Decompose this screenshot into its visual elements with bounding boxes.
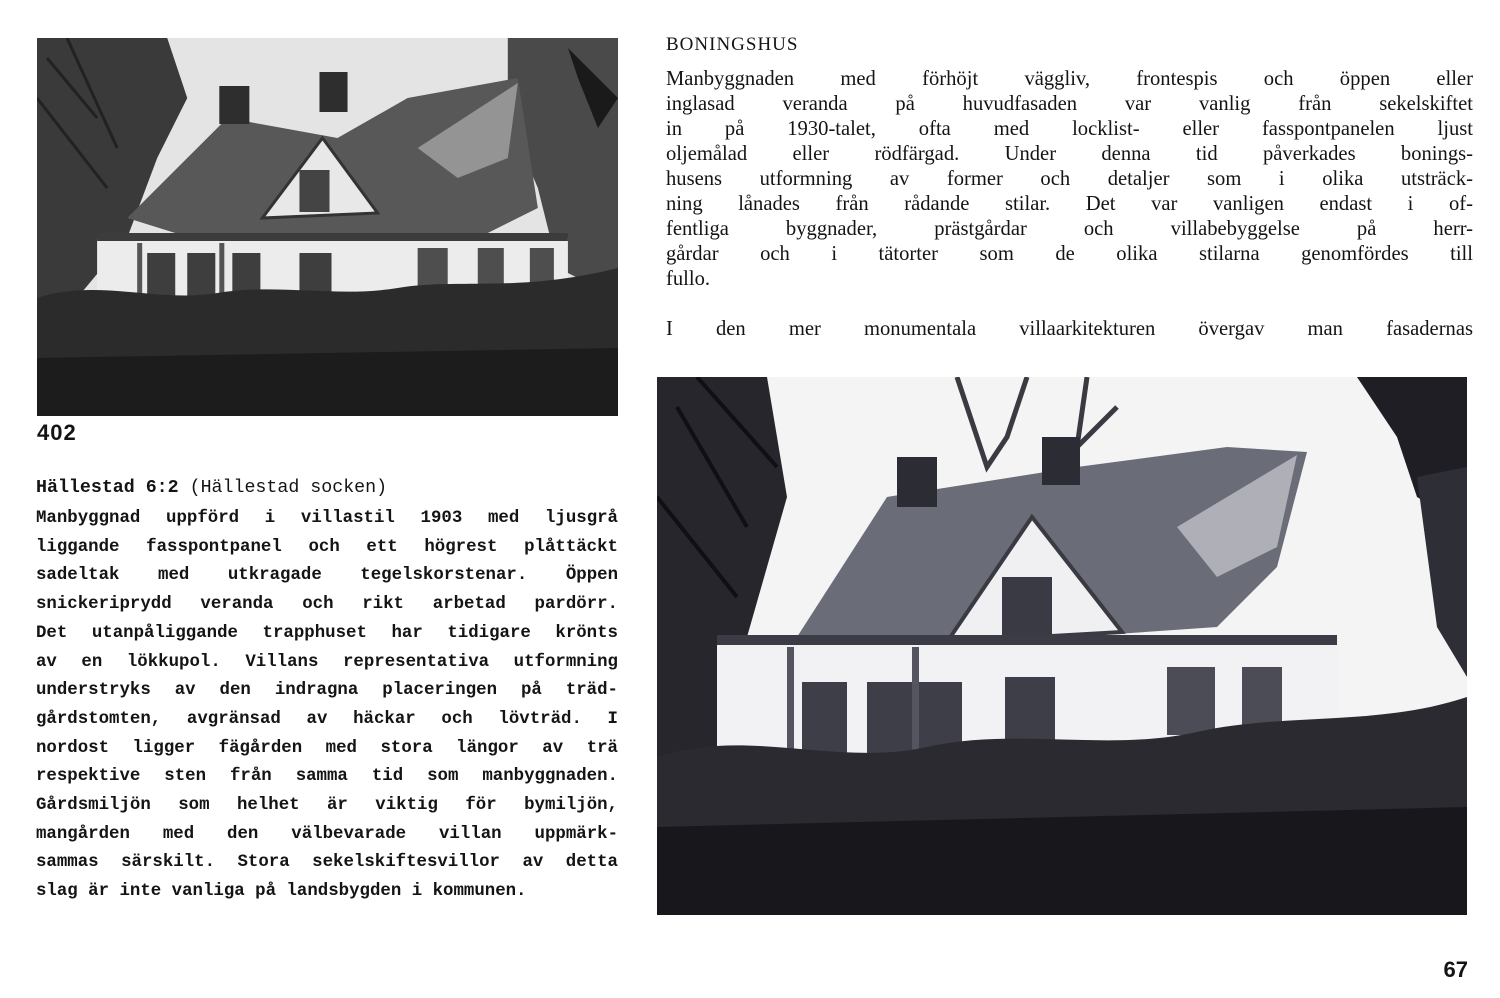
entry-line: av en lökkupol. Villans representativa utformning — [36, 652, 618, 672]
entry-line: Det utanpåliggande trapphuset har tidigare krönts — [36, 623, 618, 643]
paragraph-line: fentliga byggnader, prästgårdar och villabebyggelse på herr- — [666, 218, 1473, 240]
section-heading: BONINGSHUS — [666, 34, 799, 55]
entry-line: understryks av den indragna placeringen på träd- — [36, 681, 618, 701]
entry-line: gårdstomten, avgränsad av häckar och lövträd. I — [36, 709, 618, 729]
entry-line: snickeriprydd veranda och rikt arbetad pardörr. — [36, 595, 618, 615]
paragraph-line: inglasad veranda på huvudfasaden var vanlig från sekelskiftet — [666, 93, 1473, 115]
parish-name: (Hällestad socken) — [189, 478, 388, 498]
entry-title — [36, 477, 626, 499]
entry-line: mangården med den välbevarade villan uppmärk- — [36, 824, 618, 844]
plate-number: 402 — [37, 420, 77, 445]
entry-line: liggande fasspontpanel och ett högrest plåttäckt — [36, 537, 618, 557]
section-text — [666, 67, 1473, 342]
paragraph-line: fullo. — [666, 268, 711, 290]
entry-line: sammas särskilt. Stora sekelskiftesvillor av detta — [36, 853, 618, 873]
property-name: Hällestad 6:2 — [36, 478, 179, 498]
page-number: 67 — [1443, 957, 1468, 982]
entry-line: slag är inte vanliga på landsbygden i kommunen. — [36, 882, 527, 902]
entry-line: sadeltak med utkragade tegelskorstenar. Öppen — [36, 566, 618, 586]
entry-line: Gårdsmiljön som helhet är viktig för bymiljön, — [36, 796, 618, 816]
paragraph-line: gårdar och i tätorter som de olika stilarna genomfördes till — [666, 243, 1473, 265]
paragraph-line: ning lånades från rådande stilar. Det var vanligen endast i of- — [666, 193, 1473, 215]
paragraph-line: in på 1930-talet, ofta med locklist- eller fasspontpanelen ljust — [666, 118, 1473, 140]
entry-line: nordost ligger fägården med stora längor av trä — [36, 738, 618, 758]
house-photo-small — [37, 38, 618, 416]
paragraph-line: Manbyggnaden med förhöjt väggliv, frontespis och öppen eller — [666, 68, 1473, 90]
house-photo-large — [657, 377, 1467, 915]
entry-line: Manbyggnad uppförd i villastil 1903 med ljusgrå — [36, 509, 618, 528]
entry-line: respektive sten från samma tid som manbyggnaden. — [36, 767, 618, 787]
paragraph-line: oljemålad eller rödfärgad. Under denna tid påverkades bonings- — [666, 143, 1473, 165]
paragraph-line: husens utformning av former och detaljer som i olika utsträck- — [666, 168, 1473, 190]
paragraph-line: I den mer monumentala villaarkitekturen övergav man fasadernas — [666, 318, 1473, 340]
entry-description — [36, 505, 618, 907]
